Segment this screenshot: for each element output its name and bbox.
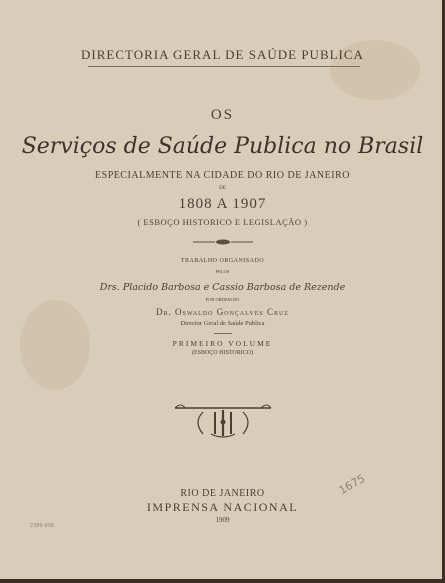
order-label: POR ORDEM DO: [205, 297, 240, 302]
header-rule: [88, 66, 360, 67]
department-header: DIRECTORIA GERAL DE SAÚDE PUBLICA: [81, 47, 364, 62]
by-label: PELOS: [215, 269, 230, 274]
imprint-city: RIO DE JANEIRO: [180, 488, 265, 499]
pencil-catalog-code: 2389-908: [30, 523, 55, 529]
director-role: Director Geral de Saúde Publica: [180, 320, 265, 327]
main-title: Serviços de Saúde Publica no Brasil: [21, 134, 424, 159]
title-article: OS: [210, 107, 235, 123]
authors-line: Drs. Placido Barbosa e Cassio Barbosa de Rezende: [99, 282, 346, 293]
director-name: Dr. Oswaldo Gonçalves Cruz: [156, 307, 289, 317]
volume-label: PRIMEIRO VOLUME: [172, 339, 273, 348]
volume-note: (ESBOÇO HISTORICO): [191, 350, 254, 356]
printer-ornament: [0, 400, 445, 440]
divider-ornament: [0, 238, 445, 246]
title-years: 1808 A 1907: [178, 196, 267, 212]
organized-label: TRABALHO ORGANISADO: [180, 258, 265, 264]
title-note: ( ESBOÇO HISTORICO E LEGISLAÇÃO ): [137, 217, 308, 227]
imprint-press: IMPRENSA NACIONAL: [146, 500, 299, 514]
pencil-note: 1675: [336, 471, 368, 498]
title-subtitle: ESPECIALMENTE NA CIDADE DO RIO DE JANEIRO: [95, 170, 350, 181]
title-connector: DE: [219, 186, 226, 191]
imprint-year: 1909: [215, 516, 230, 524]
small-rule: [214, 333, 232, 334]
